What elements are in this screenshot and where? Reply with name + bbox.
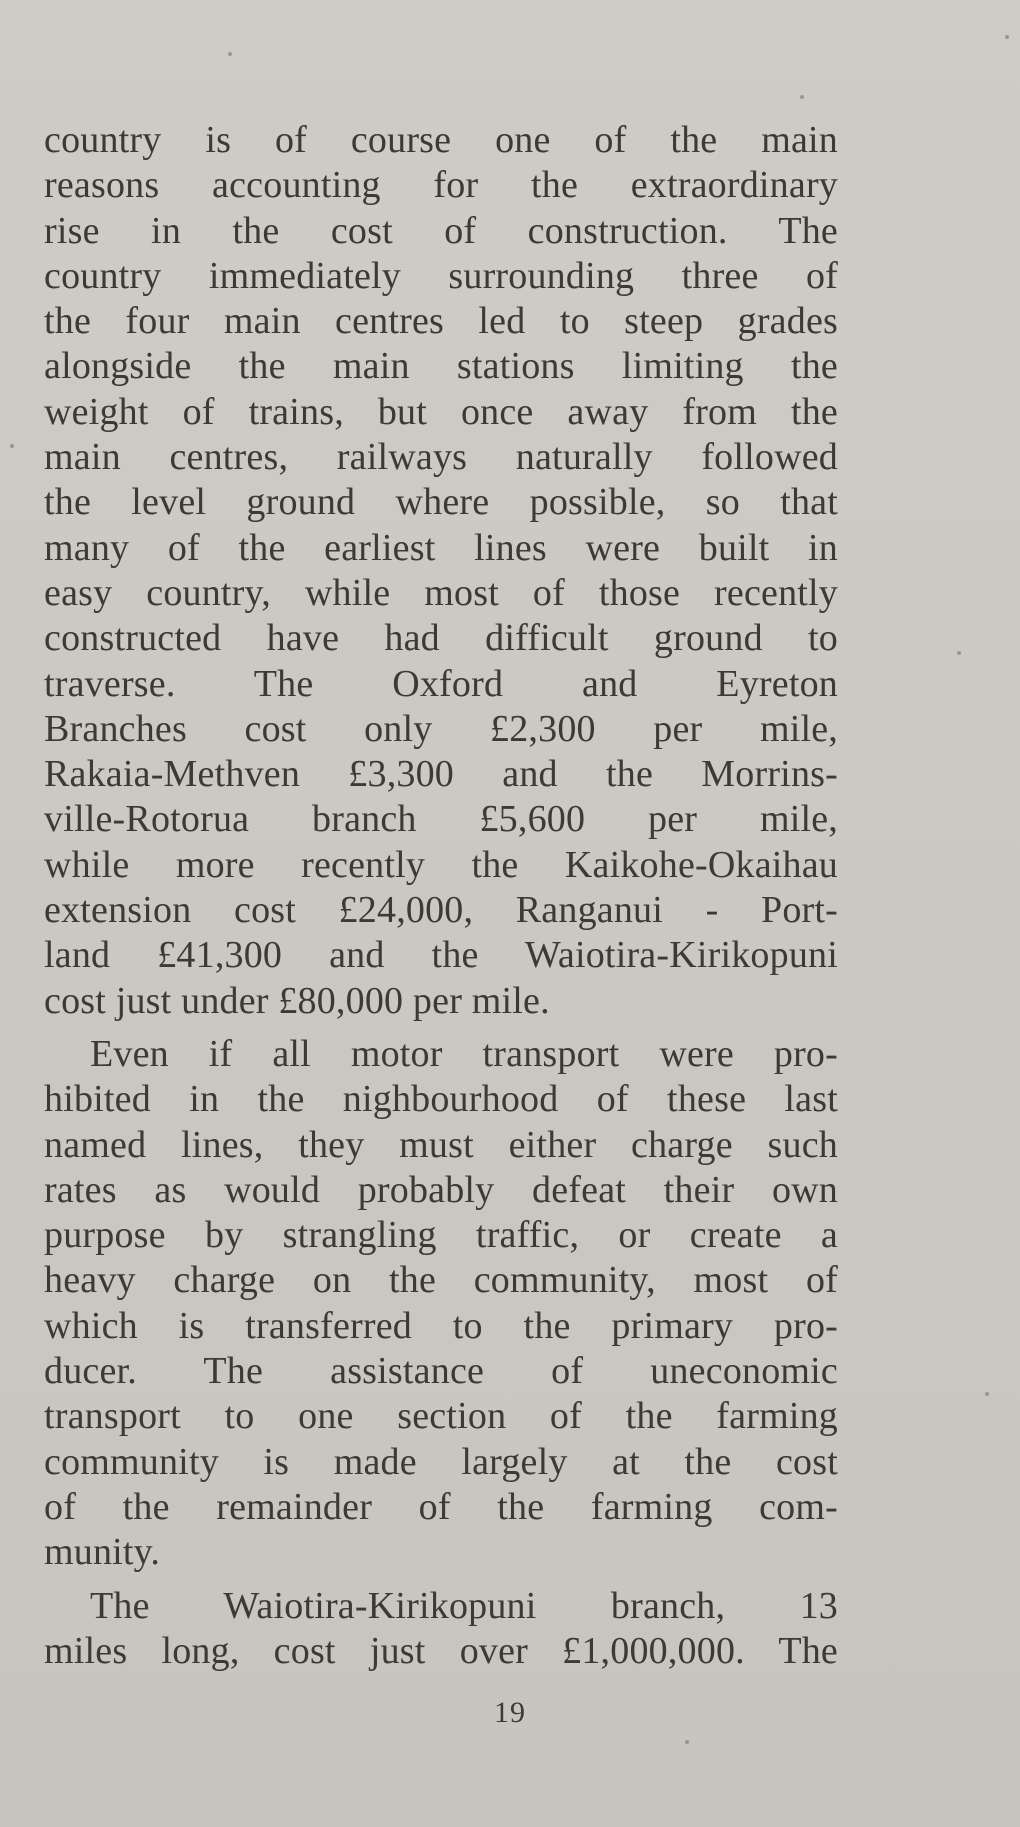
- text-line: Even if all motor transport were pro-: [90, 1032, 838, 1075]
- text-line: cost just under £80,000 per mile.: [44, 979, 550, 1022]
- page-number: 19: [494, 1696, 526, 1729]
- text-line: transport to one section of the farming: [44, 1395, 838, 1438]
- paragraph-2: [44, 1032, 838, 1576]
- text-line: easy country, while most of those recently: [44, 571, 838, 614]
- text-line: main centres, railways naturally followed: [44, 436, 838, 479]
- text-line: weight of trains, but once away from the: [44, 390, 838, 433]
- text-line: land £41,300 and the Waiotira-Kirikopuni: [44, 934, 838, 977]
- text-line: named lines, they must either charge such: [44, 1123, 838, 1166]
- paragraph-3: [44, 1584, 838, 1675]
- paper-speck: [1005, 35, 1009, 39]
- text-line: many of the earliest lines were built in: [44, 526, 838, 569]
- text-line: of the remainder of the farming com-: [44, 1485, 838, 1528]
- body-text: [44, 118, 838, 1674]
- text-line: alongside the main stations limiting the: [44, 345, 838, 388]
- paper-speck: [10, 444, 14, 448]
- text-line: community is made largely at the cost: [44, 1440, 838, 1483]
- paper-speck: [957, 651, 961, 655]
- text-line: purpose by strangling traffic, or create a: [44, 1214, 838, 1257]
- text-line: The Waiotira-Kirikopuni branch, 13: [90, 1584, 838, 1627]
- text-line: extension cost £24,000, Ranganui - Port-: [44, 889, 838, 932]
- paper-speck: [685, 1740, 689, 1744]
- text-line: rise in the cost of construction. The: [44, 209, 838, 252]
- text-line: country immediately surrounding three of: [44, 254, 838, 297]
- paper-speck: [800, 95, 804, 99]
- text-line: miles long, cost just over £1,000,000. The: [44, 1629, 838, 1672]
- text-line: munity.: [44, 1531, 161, 1574]
- paper-speck: [985, 1392, 989, 1396]
- text-line: traverse. The Oxford and Eyreton: [44, 662, 838, 705]
- text-line: Branches cost only £2,300 per mile,: [44, 707, 838, 750]
- text-line: constructed have had difficult ground to: [44, 617, 838, 660]
- text-line: the four main centres led to steep grades: [44, 300, 838, 343]
- text-line: while more recently the Kaikohe-Okaihau: [44, 843, 838, 886]
- text-line: rates as would probably defeat their own: [44, 1168, 838, 1211]
- paper-speck: [228, 52, 232, 56]
- text-line: country is of course one of the main: [44, 119, 838, 161]
- text-line: ville-Rotorua branch £5,600 per mile,: [44, 798, 838, 841]
- text-line: hibited in the nighbourhood of these last: [44, 1078, 838, 1121]
- text-line: the level ground where possible, so that: [44, 481, 838, 524]
- text-line: Rakaia-Methven £3,300 and the Morrins-: [44, 753, 838, 796]
- text-line: heavy charge on the community, most of: [44, 1259, 838, 1302]
- text-line: ducer. The assistance of uneconomic: [44, 1350, 838, 1393]
- text-line: reasons accounting for the extraordinary: [44, 164, 838, 207]
- paragraph-1: [44, 118, 838, 1024]
- text-line: which is transferred to the primary pro-: [44, 1304, 838, 1347]
